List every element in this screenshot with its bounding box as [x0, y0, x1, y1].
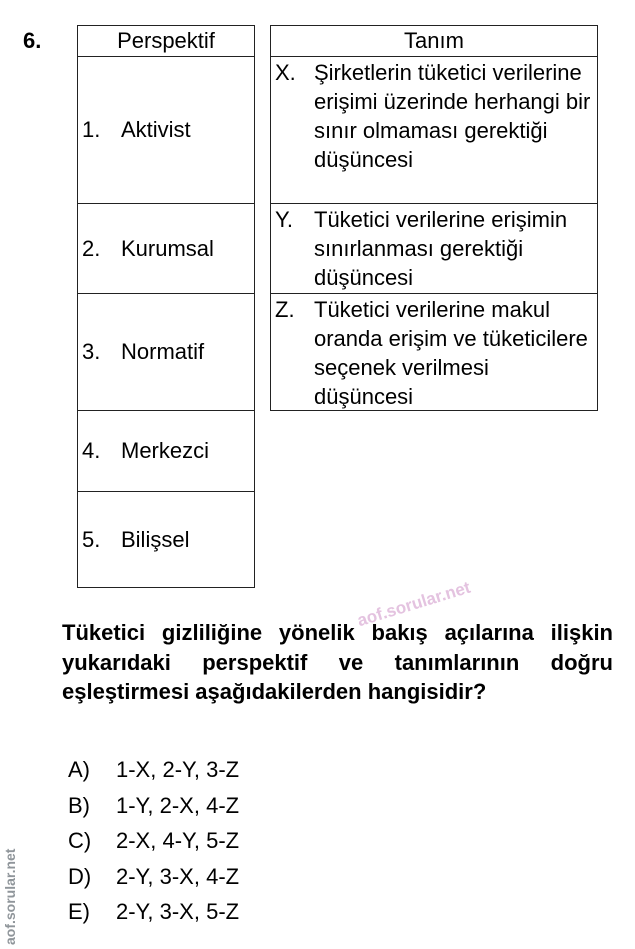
row-number: 4.: [82, 438, 101, 463]
option-text: 1-Y, 2-X, 4-Z: [116, 792, 240, 818]
watermark-center: aof.sorular.net: [355, 577, 473, 631]
option-text: 2-Y, 3-X, 5-Z: [116, 899, 240, 924]
definition-header: Tanım: [404, 28, 464, 53]
option-text: 2-Y, 3-X, 4-Z: [116, 863, 240, 889]
row-number: 1.: [82, 117, 101, 142]
definition-text: Tüketici verilerine erişimin sınırlanması gerektiği düşüncesi: [314, 207, 568, 290]
question-number: 6.: [23, 28, 42, 53]
definition-row-x: [271, 56, 597, 203]
definition-table: [270, 25, 598, 411]
perspective-table: [77, 25, 255, 588]
row-letter: Y.: [275, 207, 293, 232]
definition-text: Şirketlerin tüketici verilerine erişimi üzerinde herhangi bir sınır olmaması gerektiği düşüncesi: [314, 60, 591, 172]
answer-options: [68, 757, 239, 935]
row-number: 3.: [82, 339, 101, 364]
definition-row-y: [271, 203, 597, 293]
option-letter: C): [68, 828, 92, 853]
perspective-label: Bilişsel: [121, 526, 190, 552]
perspective-row-4: [78, 410, 254, 491]
perspective-header: Perspektif: [117, 28, 215, 53]
option-text: 2-X, 4-Y, 5-Z: [116, 828, 240, 853]
perspective-row-1: [78, 56, 254, 203]
definition-text: Tüketici verilerine makul oranda erişim ve tüketicilere seçenek verilmesi düşüncesi: [314, 297, 588, 409]
perspective-row-2: [78, 203, 254, 293]
option-letter: E): [68, 899, 90, 924]
perspective-row-5: [78, 491, 254, 587]
row-letter: Z.: [275, 297, 295, 322]
option-b[interactable]: [68, 793, 239, 829]
option-letter: D): [68, 863, 92, 889]
option-a[interactable]: [68, 757, 239, 793]
question-stem: Tüketici gizliliğine yönelik bakış açılarına ilişkin yukarıdaki perspektif ve tanımlarının doğru eşleştirmesi aşağıdakilerden hangisidir?: [62, 620, 613, 704]
perspective-label: Merkezci: [121, 438, 210, 463]
option-c[interactable]: [68, 828, 239, 864]
definition-row-z: [271, 293, 597, 410]
perspective-label: Aktivist: [121, 117, 191, 142]
option-d[interactable]: [68, 864, 239, 900]
option-letter: B): [68, 792, 90, 818]
perspective-row-3: [78, 293, 254, 410]
row-number: 5.: [82, 526, 101, 552]
option-text: 1-X, 2-Y, 3-Z: [116, 757, 240, 782]
perspective-label: Normatif: [121, 339, 205, 364]
option-e[interactable]: [68, 899, 239, 935]
perspective-label: Kurumsal: [121, 235, 214, 261]
watermark-side: aof.sorular.net: [2, 848, 18, 945]
row-number: 2.: [82, 235, 101, 261]
row-letter: X.: [275, 60, 296, 85]
option-letter: A): [68, 757, 90, 782]
